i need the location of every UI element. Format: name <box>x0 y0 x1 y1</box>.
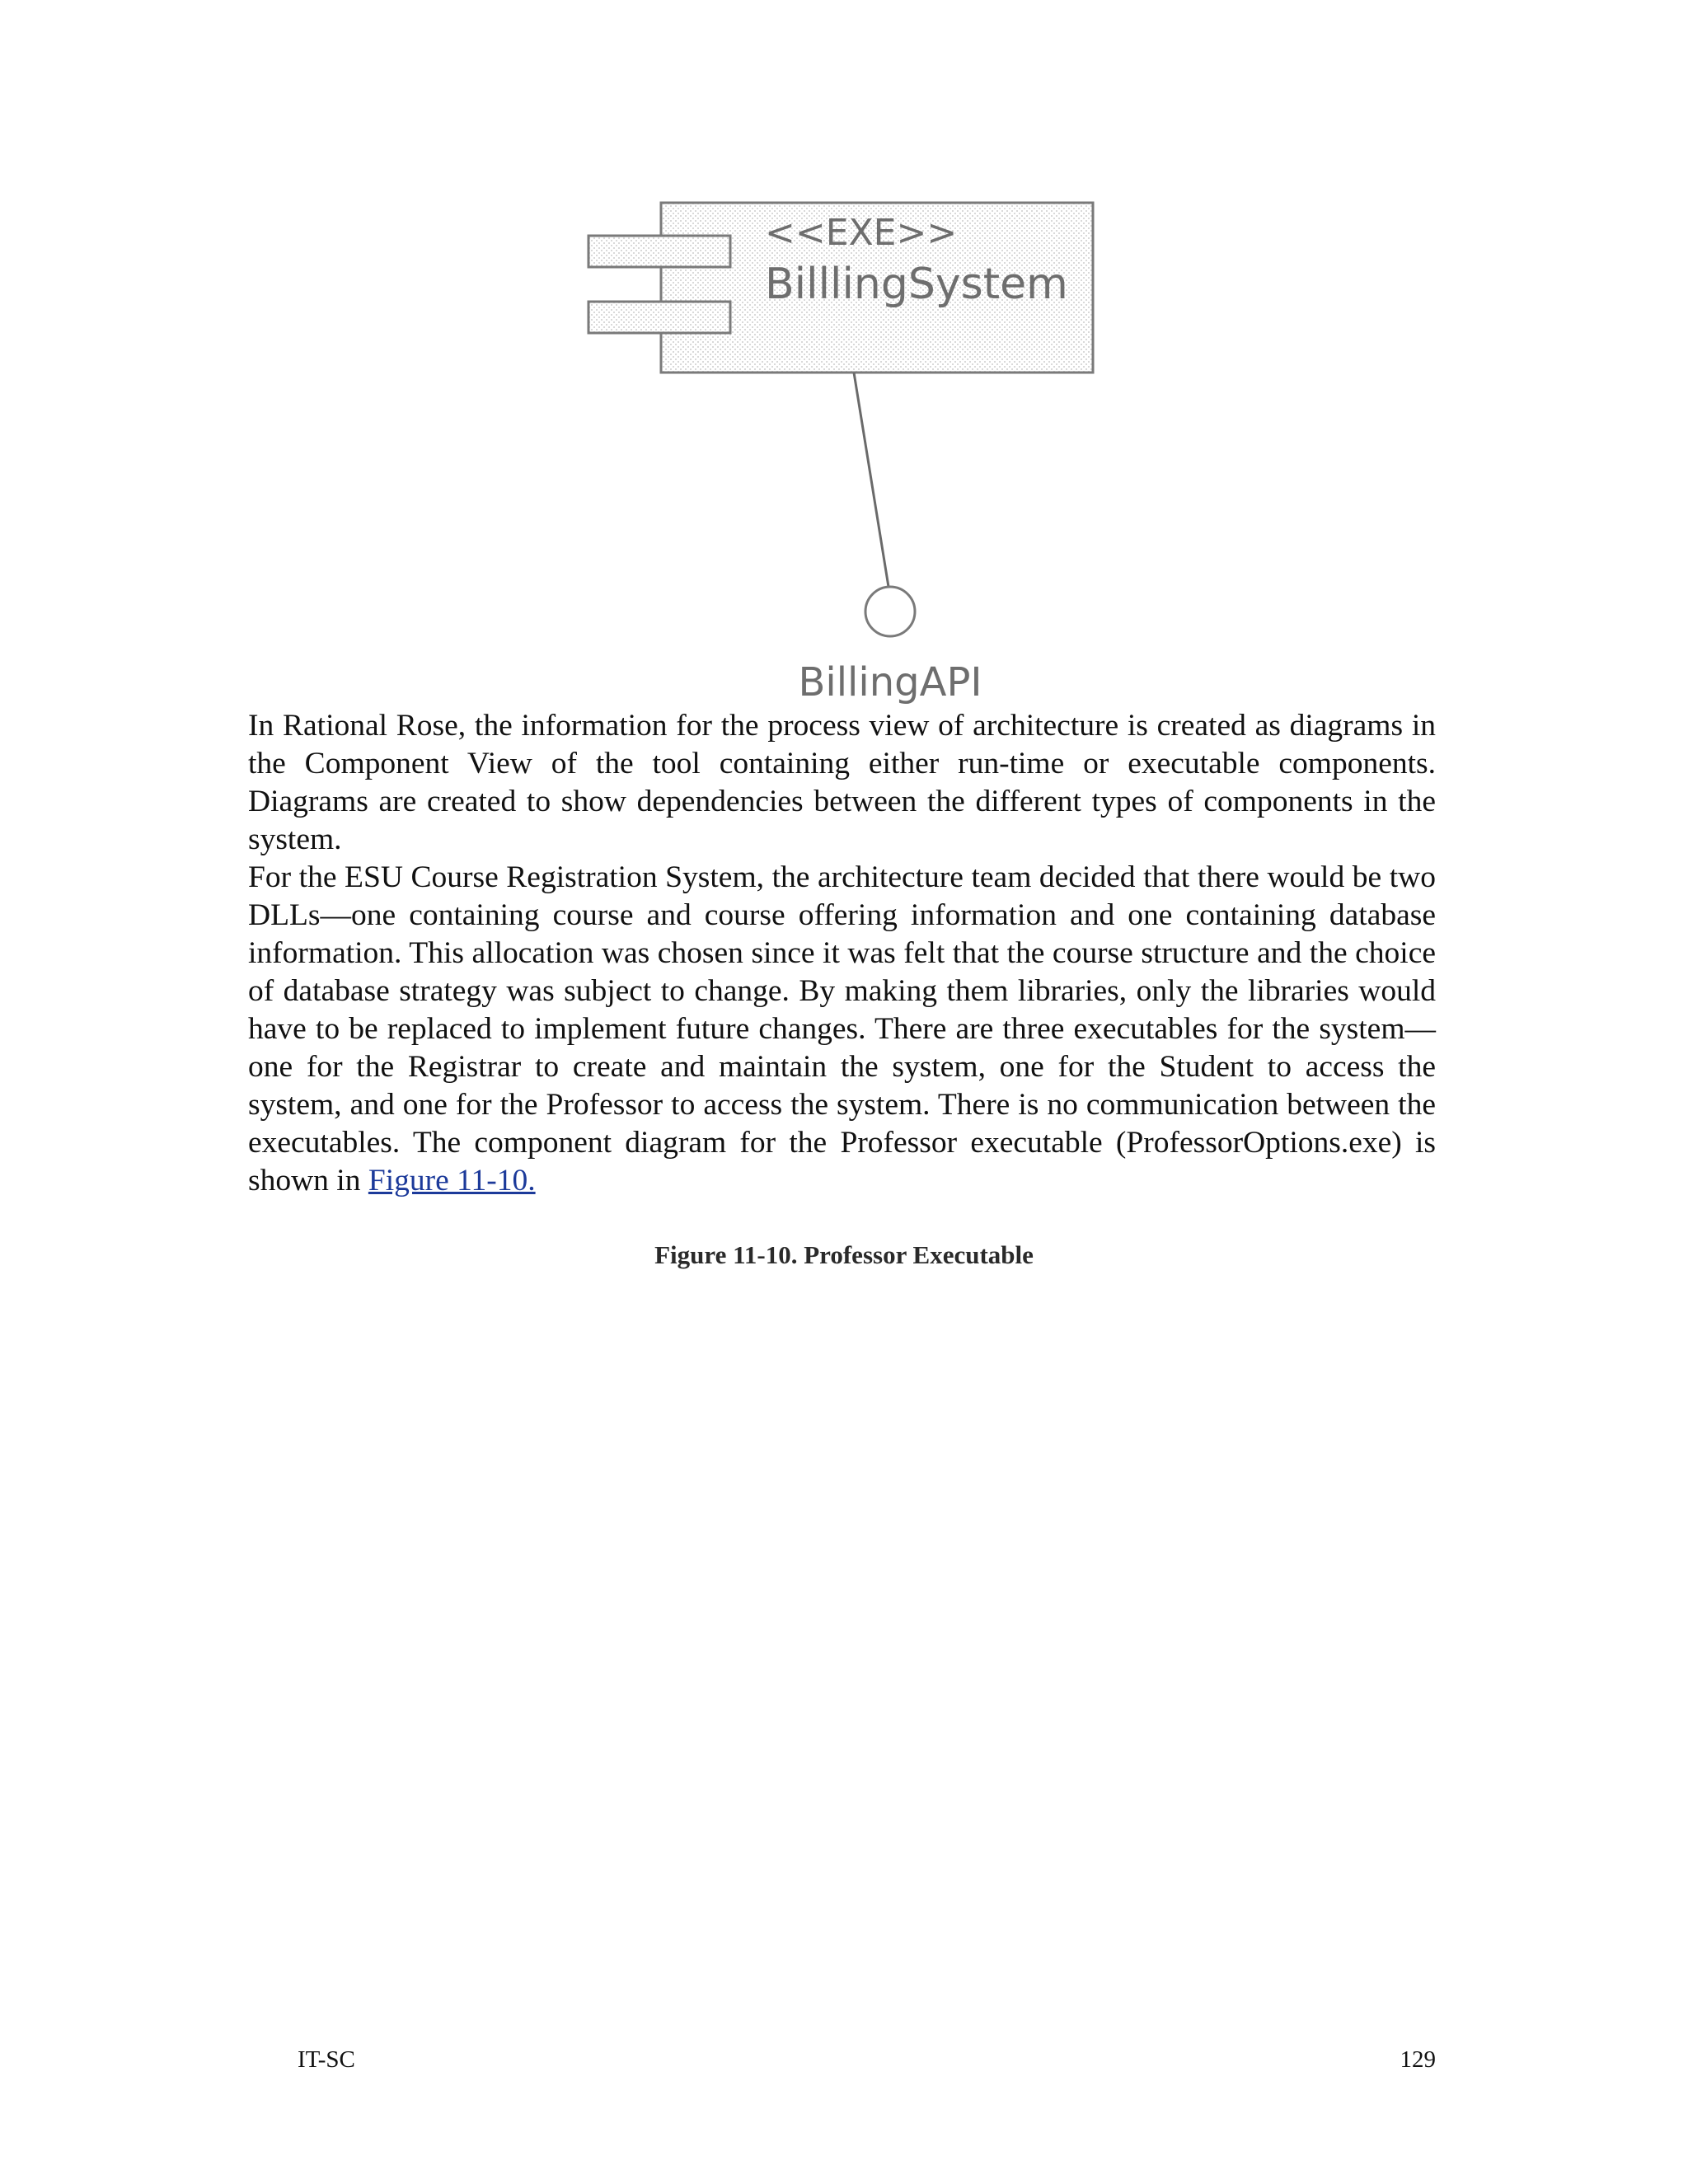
paragraph-architecture-text: For the ESU Course Registration System, the architecture team decided that there would be two DLLs—one containing course and course offering information and one containing database information. This allocation was chosen since it was felt that the course structure and the choice of database strategy was subject to change. By making them libraries, only the libraries would have to be replaced to implement future changes. There are three executables for the system—one for the Registrar to create and maintain the system, one for the Student to access the system, and one for the Professor to access the system. There is no communication between the executables. The component diagram for the Professor executable (ProfessorOptions.exe) is shown in <box>248 860 1436 1197</box>
interface-connector <box>854 373 889 587</box>
component-stereotype: <<EXE>> <box>765 212 958 254</box>
component-port-top <box>588 236 730 267</box>
page-number: 129 <box>1400 2046 1436 2073</box>
footer-label: IT-SC <box>298 2046 355 2073</box>
interface-name: BillingAPI <box>798 659 982 705</box>
interface-circle <box>865 587 915 636</box>
paragraph-intro: In Rational Rose, the information for the process view of architecture is created as diagrams in the Component View of the tool containing either run-time or executable components. Diagrams are created to show dependencies between the different types of components in the system. <box>248 709 1436 856</box>
component-name: BilllingSystem <box>765 260 1068 309</box>
body-text <box>248 707 1436 1200</box>
component-port-bottom <box>588 302 730 333</box>
component-diagram <box>0 0 1688 725</box>
figure-11-10-link[interactable]: Figure 11-10. <box>368 1164 536 1197</box>
paragraph-architecture <box>248 859 1436 1200</box>
figure-caption: Figure 11-10. Professor Executable <box>654 1240 1034 1269</box>
